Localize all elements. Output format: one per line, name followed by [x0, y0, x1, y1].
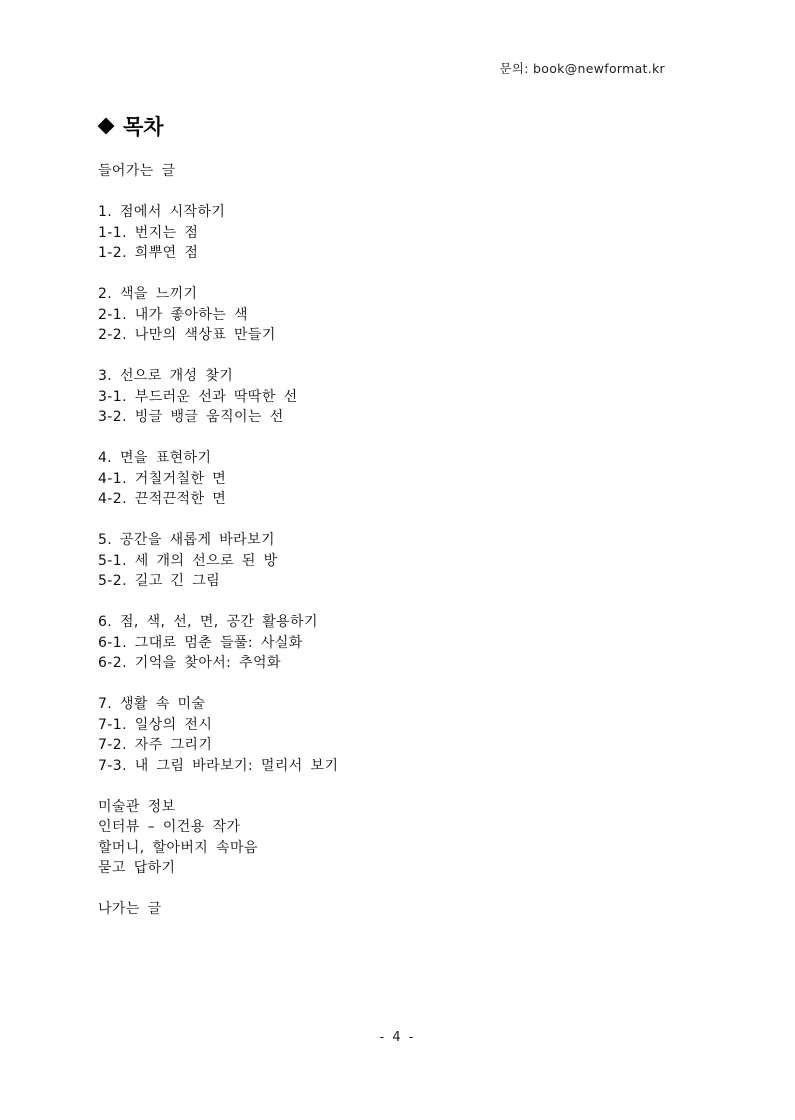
toc-entry: 1-2. 희뿌연 점: [98, 245, 199, 261]
toc-entry: 7-1. 일상의 전시: [98, 716, 213, 733]
toc-entry: 6-1. 그대로 멈춘 들풀: 사실화: [98, 634, 303, 651]
toc-group: [98, 530, 658, 592]
toc-entry: 2. 색을 느끼기: [98, 286, 198, 302]
toc-entry: 2-2. 나만의 색상표 만들기: [98, 327, 276, 343]
toc-entry: 5. 공간을 새롭게 바라보기: [98, 532, 275, 548]
page-number: - 4 -: [379, 1030, 416, 1045]
toc-entry: 들어가는 글: [98, 163, 176, 179]
toc-group: [98, 694, 658, 776]
toc-group: [98, 899, 658, 920]
toc-entry: 2-1. 내가 좋아하는 색: [98, 306, 248, 323]
contact-info: 문의: book@newformat.kr: [499, 61, 665, 76]
toc-group: [98, 797, 658, 879]
toc-group: [98, 161, 658, 182]
toc-entry: 묻고 답하기: [98, 860, 176, 876]
toc-entry: 7. 생활 속 미술: [98, 696, 206, 712]
toc-entry: 4-2. 끈적끈적한 면: [98, 491, 227, 507]
table-of-contents: [98, 161, 658, 940]
toc-entry: 1-1. 번지는 점: [98, 224, 199, 241]
toc-entry: 인터뷰 – 이건용 작가: [98, 819, 241, 835]
toc-entry: 나가는 글: [98, 901, 162, 917]
toc-entry: 7-3. 내 그림 바라보기: 멀리서 보기: [98, 757, 339, 774]
toc-entry: 1. 점에서 시작하기: [98, 204, 226, 220]
toc-group: [98, 612, 658, 674]
toc-entry: 미술관 정보: [98, 798, 176, 815]
toc-group: [98, 202, 658, 264]
toc-entry: 4. 면을 표현하기: [98, 450, 212, 466]
toc-entry: 3-2. 빙글 뱅글 움직이는 선: [98, 409, 284, 425]
toc-group: [98, 366, 658, 428]
diamond-bullet-icon: [98, 118, 114, 134]
toc-entry: 6-2. 기억을 찾아서: 추억화: [98, 655, 281, 671]
toc-entry: 3-1. 부드러운 선과 딱딱한 선: [98, 388, 298, 405]
toc-entry: 5-2. 길고 긴 그림: [98, 573, 221, 589]
toc-title: 목차: [123, 115, 164, 139]
toc-heading: [98, 111, 164, 141]
toc-entry: 5-1. 세 개의 선으로 된 방: [98, 552, 278, 569]
toc-group: [98, 448, 658, 510]
toc-entry: 7-2. 자주 그리기: [98, 737, 213, 753]
toc-entry: 할머니, 할아버지 속마음: [98, 839, 258, 856]
toc-entry: 4-1. 거칠거칠한 면: [98, 470, 227, 487]
toc-group: [98, 284, 658, 346]
toc-entry: 6. 점, 색, 선, 면, 공간 활용하기: [98, 614, 318, 630]
toc-entry: 3. 선으로 개성 찾기: [98, 368, 234, 384]
